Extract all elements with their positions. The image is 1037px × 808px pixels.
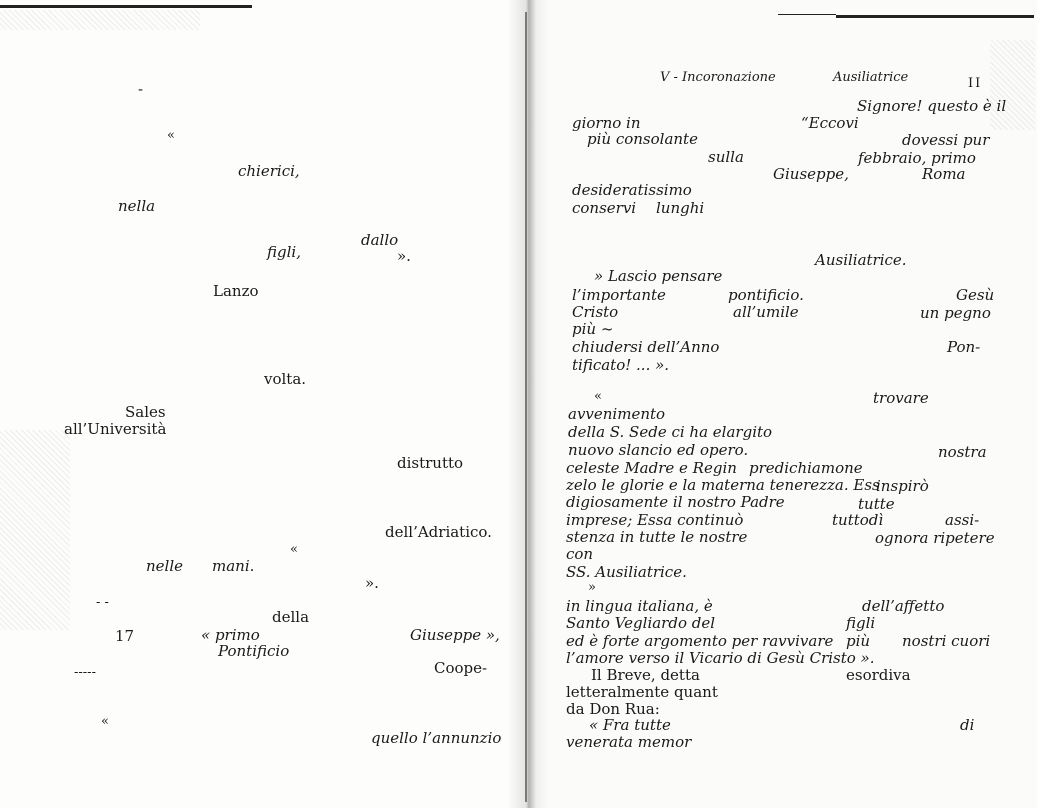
text-fragment: inspirò	[876, 477, 929, 495]
text-fragment: Pon-	[947, 338, 981, 356]
text-fragment: »	[588, 580, 596, 595]
top-right-rule-thin	[778, 14, 836, 15]
text-fragment: letteralmente quant	[566, 683, 718, 701]
text-fragment: predichiamone	[749, 459, 863, 477]
text-fragment: giorno in	[572, 114, 641, 132]
text-fragment: stenza in tutte le nostre	[566, 528, 748, 546]
text-fragment: Gesù	[956, 286, 995, 304]
text-fragment: distrutto	[397, 454, 464, 472]
text-fragment: un pegno	[920, 304, 991, 322]
top-left-rule	[0, 5, 252, 8]
text-fragment: « primo	[201, 626, 260, 644]
text-fragment: “Eccovi	[801, 114, 859, 132]
text-fragment: Lanzo	[213, 282, 259, 300]
text-fragment: «	[167, 128, 175, 143]
text-fragment: ».	[397, 247, 411, 265]
text-fragment: tuttodì	[832, 511, 884, 529]
text-fragment: figli,	[267, 243, 301, 261]
text-fragment: nella	[118, 197, 156, 215]
text-fragment: Sales	[125, 403, 166, 421]
text-fragment: dallo	[361, 231, 399, 249]
text-fragment: dovessi pur	[902, 131, 990, 149]
text-fragment: da Don Rua:	[566, 700, 660, 718]
text-fragment: mani.	[212, 557, 255, 575]
header-title-part2: Ausiliatrice	[833, 70, 909, 85]
text-fragment: ».	[365, 574, 379, 592]
text-fragment: febbraio, primo	[858, 149, 976, 167]
text-fragment: Roma	[922, 165, 966, 183]
text-fragment: Santo Vegliardo del	[566, 614, 716, 632]
text-fragment: venerata memor	[566, 733, 692, 751]
text-fragment: -	[138, 80, 144, 98]
text-fragment: 17	[115, 627, 135, 645]
text-fragment: « Fra tutte	[589, 716, 671, 734]
text-fragment: della	[272, 608, 310, 626]
text-fragment: zelo le glorie e la materna tenerezza. Ess	[566, 476, 880, 494]
text-fragment: più	[846, 632, 871, 650]
text-fragment: chierici,	[238, 162, 300, 180]
text-fragment: digiosamente il nostro Padre	[566, 493, 785, 511]
text-fragment: l’importante	[572, 286, 666, 304]
text-fragment: Giuseppe »,	[410, 626, 500, 644]
text-fragment: Coope-	[434, 659, 488, 677]
text-fragment: sulla	[708, 148, 744, 166]
text-fragment: Giuseppe,	[773, 165, 849, 183]
text-fragment: quello l’annunzio	[371, 729, 502, 747]
text-fragment: nuovo slancio ed opero.	[568, 441, 749, 459]
text-fragment: celeste Madre e Regin	[566, 459, 737, 477]
text-fragment: assi-	[945, 511, 980, 529]
left-top-smudge	[0, 10, 200, 30]
text-fragment: della S. Sede ci ha elargito	[568, 423, 773, 441]
text-fragment: «	[290, 542, 298, 557]
top-right-rule	[836, 15, 1034, 18]
text-fragment: SS. Ausiliatrice.	[566, 563, 687, 581]
text-fragment: desideratissimo	[572, 181, 692, 199]
text-fragment: nostri cuori	[902, 632, 991, 650]
left-edge-smudge	[0, 430, 70, 630]
text-fragment: trovare	[873, 389, 929, 407]
text-fragment: Ausiliatrice.	[815, 251, 907, 269]
text-fragment: avvenimento	[568, 405, 666, 423]
text-fragment: nostra	[938, 443, 987, 461]
text-fragment: con	[566, 545, 594, 563]
text-fragment: tificato! ... ».	[572, 356, 670, 374]
text-fragment: all’Università	[64, 420, 167, 438]
text-fragment: pontificio.	[728, 286, 804, 304]
text-fragment: di	[960, 716, 975, 734]
text-fragment: tutte	[858, 495, 895, 513]
text-fragment: in lingua italiana, è	[566, 597, 713, 615]
text-fragment: Cristo	[572, 303, 619, 321]
text-fragment: «	[594, 389, 602, 404]
text-fragment: chiudersi dell’Anno	[572, 338, 720, 356]
text-fragment: volta.	[264, 370, 307, 388]
text-fragment: «	[101, 714, 109, 729]
text-fragment: figli	[846, 614, 876, 632]
text-fragment: più consolante	[587, 130, 698, 148]
text-fragment: nelle	[146, 557, 184, 575]
text-fragment: dell’affetto	[862, 597, 945, 615]
text-fragment: imprese; Essa continuò	[566, 511, 744, 529]
right-edge-smudge	[990, 40, 1035, 130]
page-number: II	[968, 76, 983, 91]
text-fragment: -----	[74, 665, 96, 680]
text-fragment: esordiva	[846, 666, 911, 684]
text-fragment: ognora ripetere	[875, 529, 995, 547]
text-fragment: ed è forte argomento per ravvivare	[566, 632, 834, 650]
text-fragment: conservi	[572, 199, 637, 217]
text-fragment: all’umile	[733, 303, 799, 321]
gutter-shadow-line	[525, 12, 527, 802]
header-title-part1: V - Incoronazione	[660, 70, 776, 85]
text-fragment: Pontificio	[218, 642, 290, 660]
text-fragment: lunghi	[656, 199, 705, 217]
text-fragment: l’amore verso il Vicario di Gesù Cristo ».	[566, 649, 875, 667]
text-fragment: Il Breve, detta	[591, 666, 700, 684]
text-fragment: - -	[96, 595, 109, 610]
book-gutter	[508, 0, 548, 808]
text-fragment: Signore! questo è il	[857, 97, 1007, 115]
text-fragment: » Lascio pensare	[594, 267, 723, 285]
text-fragment: dell’Adriatico.	[385, 523, 492, 541]
text-fragment: più ~	[572, 320, 614, 338]
